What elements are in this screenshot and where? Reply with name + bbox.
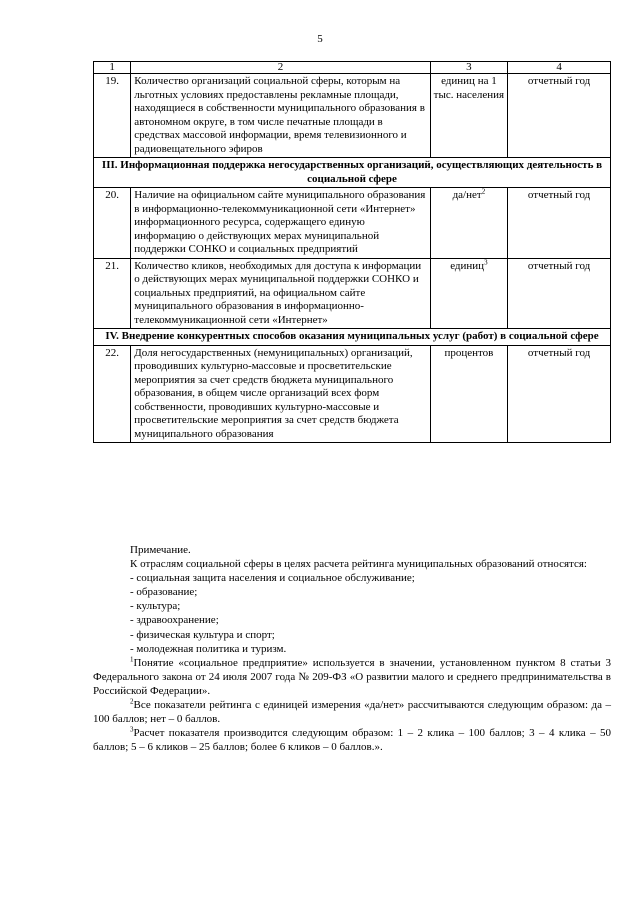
row-period: отчетный год (508, 74, 611, 158)
row-number: 19. (94, 74, 131, 158)
section-title-3: III. Информационная поддержка негосударственных организаций, осуществляющих деятельность в социальной сфере (94, 158, 611, 188)
footnote-1 (93, 656, 611, 698)
footnote-2 (93, 698, 611, 726)
footnote-2-text: Все показатели рейтинга с единицей измерения «да/нет» рассчитываются следующим образом: да – 100 баллов; нет – 0 баллов. (93, 699, 611, 726)
notes-title: Примечание. (130, 544, 191, 556)
header-col-2: 2 (131, 62, 430, 74)
row-period: отчетный год (508, 258, 611, 329)
row-text: Количество организаций социальной сферы, которым на льготных условиях предоставлены рекламные площади, находящиеся в собственности муниципального образования в автономном округе, в том числе печатные площади в средствах массовой информации, время телевизионного и радиовещательного эфиров (131, 74, 430, 158)
row-number: 22. (94, 345, 131, 443)
indicators-table (93, 61, 611, 443)
row-text: Количество кликов, необходимых для доступа к информации о действующих мерах муниципальной поддержки СОНКО и социальных предприятий, на официальном сайте муниципального образования в информационно-телекоммуникационной сети «Интернет» (131, 258, 430, 329)
page-number: 5 (317, 33, 323, 45)
row-period: отчетный год (508, 345, 611, 443)
row-unit: единиц на 1 тыс. населения (430, 74, 508, 158)
row-unit-text: да/нет (452, 189, 482, 201)
footnote-mark-3: 3 (130, 725, 134, 734)
table-row (94, 188, 611, 259)
footnote-ref-2: 2 (481, 187, 486, 196)
notes-section (93, 543, 611, 754)
row-text: Наличие на официальном сайте муниципального образования в информационно-телекоммуникационной сети «Интернет» информационного ресурса, содержащего единую информацию о действующих мерах муниципальной поддержки СОНКО и социальных предприятий (131, 188, 430, 259)
footnote-mark-2: 2 (130, 697, 134, 706)
notes-intro: К отраслям социальной сферы в целях расчета рейтинга муниципальных образований относятся: (130, 558, 587, 571)
row-number: 21. (94, 258, 131, 329)
table-row (94, 74, 611, 158)
row-unit: процентов (430, 345, 508, 443)
list-item: - здравоохранение; (130, 614, 219, 627)
header-col-1: 1 (94, 62, 131, 74)
section-header-3 (94, 158, 611, 188)
footnote-1-text: Понятие «социальное предприятие» используется в значении, установленном пунктом 8 статьи 3 Федерального закона от 24 июля 2007 года № 209-ФЗ «О развитии малого и среднего предпринимательства в Российской Федерации». (93, 656, 611, 697)
footnote-3-text: Расчет показателя производится следующим образом: 1 – 2 клика – 100 баллов; 3 – 4 клика – 50 баллов; 5 – 6 кликов – 25 баллов; более 6 кликов – 0 баллов.». (93, 727, 611, 754)
header-col-3: 3 (430, 62, 508, 74)
footnote-mark-1: 1 (130, 655, 134, 664)
row-unit (430, 188, 508, 259)
list-item: - молодежная политика и туризм. (130, 642, 287, 655)
section-header-4 (94, 329, 611, 346)
header-col-4: 4 (508, 62, 611, 74)
row-period: отчетный год (508, 188, 611, 259)
footnote-ref-3: 3 (484, 257, 488, 266)
table-header-row (94, 62, 611, 74)
row-number: 20. (94, 188, 131, 259)
row-unit-text: единиц (450, 259, 485, 272)
table-row (94, 345, 611, 443)
list-item: - образование; (130, 586, 198, 599)
table-row (94, 258, 611, 329)
row-text: Доля негосударственных (немуниципальных) организаций, проводивших культурно-массовые и просветительские мероприятия за счет средств бюджета муниципального образования, в общем числе организаций всех форм собственности, проводивших культурно-массовые и просветительские мероприятия за счет средств бюджета муниципального образования (131, 345, 430, 443)
list-item: - физическая культура и спорт; (130, 628, 275, 641)
footnote-3 (93, 726, 611, 754)
list-item: - социальная защита населения и социальное обслуживание; (130, 572, 415, 585)
list-item: - культура; (130, 600, 181, 613)
row-unit (430, 258, 508, 329)
section-title-4: IV. Внедрение конкурентных способов оказания муниципальных услуг (работ) в социальной сфере (94, 329, 611, 346)
